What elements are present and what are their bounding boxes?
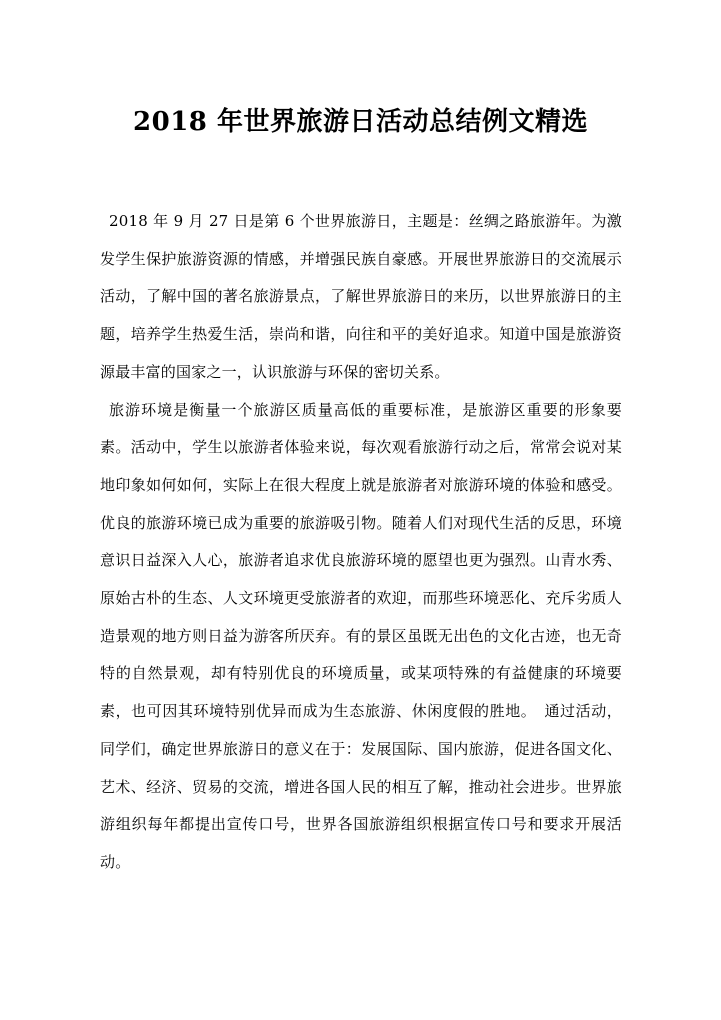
paragraph-intro: 2018 年 9 月 27 日是第 6 个世界旅游日，主题是：丝绸之路旅游年。为激发学生保护旅游资源的情感，并增强民族自豪感。开展世界旅游日的交流展示活动，了解中国的著名旅游景点，了解世界旅游日的来历，以世界旅游日的主题，培养学生热爱生活，崇尚和谐，向往和平的美好追求。知道中国是旅游资源最丰富的国家之一，认识旅游与环保的密切关系。 bbox=[100, 212, 622, 381]
document-title: 2018 年世界旅游日活动总结例文精选 bbox=[133, 107, 588, 138]
paragraph-main: 旅游环境是衡量一个旅游区质量高低的重要标准，是旅游区重要的形象要素。活动中，学生以旅游者体验来说，每次观看旅游行动之后，常常会说对某地印象如何如何，实际上在很大程度上就是旅游者对旅游环境的体验和感受。优良的旅游环境已成为重要的旅游吸引物。随着人们对现代生活的反思，环境意识日益深入人心，旅游者追求优良旅游环境的愿望也更为强烈。山青水秀、原始古朴的生态、人文环境更受旅游者的欢迎，而那些环境恶化、充斥劣质人造景观的地方则日益为游客所厌弃。有的景区虽既无出色的文化古迹，也无奇特的自然景观，却有特别优良的环境质量，或某项特殊的有益健康的环境要素，也可因其环境特别优异而成为生态旅游、休闲度假的胜地。 通过活动，同学们，确定世界旅游日的意义在于：发展国际、国内旅游，促进各国文化、艺术、经济、贸易的交流，增进各国人民的相互了解，推动社会进步。世界旅游组织每年都提出宣传口号，世界各国旅游组织根据宣传口号和要求开展活动。 bbox=[100, 400, 622, 871]
document-body bbox=[100, 203, 622, 882]
